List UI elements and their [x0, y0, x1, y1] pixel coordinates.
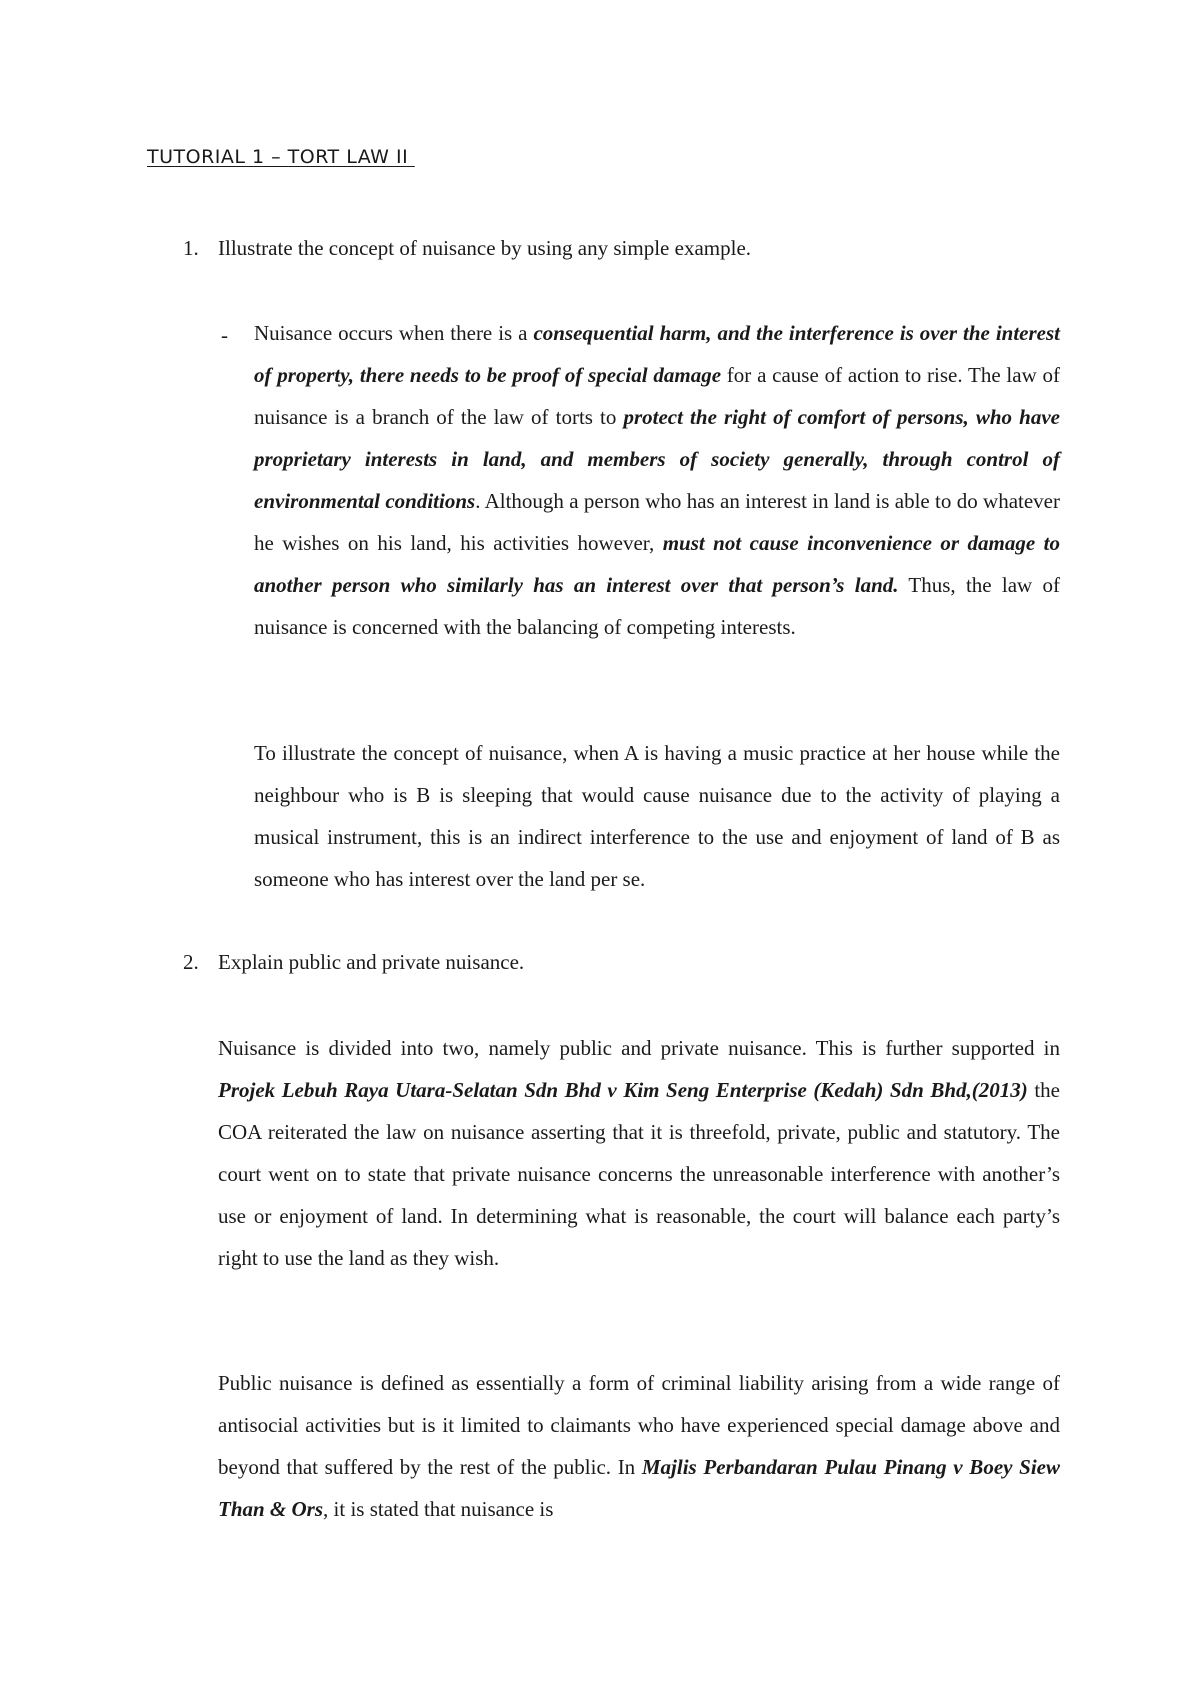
answer-text: . Although a person who has an interest in land is able to do whatever he wishes on his land, his activities however,: [254, 489, 1060, 555]
case-citation: Majlis Perbandaran Pulau Pinang v Boey Siew Than & Ors: [218, 1455, 1060, 1521]
bullet-dash: -: [221, 323, 228, 347]
emphasized-text: protect the right of comfort of persons, who have proprietary interests in land, and members of society generally, through control of environmental conditions: [254, 405, 1060, 513]
answer-1-paragraph-2: To illustrate the concept of nuisance, when A is having a music practice at her house while the neighbour who is B is sleeping that would cause nuisance due to the activity of playing a musical instrument, this is an indirect interference to the use and enjoyment of land of B as someone who has interest over the land per se.: [254, 741, 1060, 891]
case-citation: Projek Lebuh Raya Utara-Selatan Sdn Bhd v Kim Seng Enterprise (Kedah) Sdn Bhd,(2013): [218, 1078, 1028, 1102]
question-2: [0, 950, 1200, 980]
answer-text: Public nuisance is defined as essentially a form of criminal liability arising from a wide range of antisocial activities but is it limited to claimants who have experienced special damage above and beyond that suffered by the rest of the public. In: [218, 1371, 1060, 1479]
question-number: 1.: [183, 236, 199, 260]
answer-text: Nuisance is divided into two, namely public and private nuisance. This is further supported in: [218, 1036, 1060, 1060]
answer-2-paragraph-2: [218, 1362, 1060, 1530]
document-title: TUTORIAL 1 – TORT LAW II: [147, 146, 415, 168]
emphasized-text: must not cause inconvenience or damage to another person who similarly has an interest over that person’s land.: [254, 531, 1061, 597]
answer-1-paragraph-1: [254, 312, 1060, 648]
question-text: Explain public and private nuisance.: [218, 950, 525, 974]
emphasized-text: consequential harm, and the interference is over the interest of property, there needs to be proof of special damage: [254, 321, 1060, 387]
answer-text: Thus, the law of nuisance is concerned with the balancing of competing interests.: [254, 573, 1060, 639]
question-text: Illustrate the concept of nuisance by using any simple example.: [218, 236, 752, 260]
answer-text: , it is stated that nuisance is: [323, 1497, 554, 1521]
question-number: 2.: [183, 950, 199, 974]
question-1: [0, 236, 1200, 266]
answer-2-paragraph-1: [218, 1027, 1060, 1279]
answer-text: the COA reiterated the law on nuisance asserting that it is threefold, private, public and statutory. The court went on to state that private nuisance concerns the unreasonable interference with another’s use or enjoyment of land. In determining what is reasonable, the court will balance each party’s right to use the land as they wish.: [218, 1078, 1061, 1270]
answer-text: Nuisance occurs when there is a: [254, 321, 534, 345]
answer-text: for a cause of action to rise. The law of nuisance is a branch of the law of torts to: [254, 363, 1061, 429]
